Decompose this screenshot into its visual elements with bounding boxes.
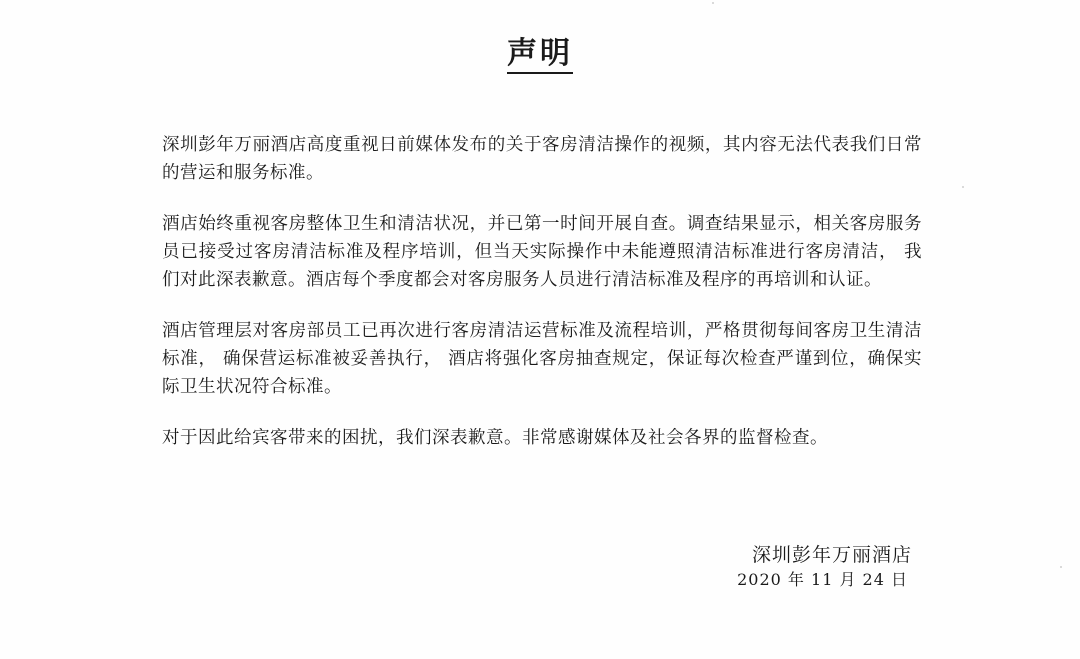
document-title bbox=[0, 36, 1080, 74]
signature-date: 2020 年 11 月 24 日 bbox=[737, 570, 908, 589]
signature-name: 深圳彭年万丽酒店 bbox=[751, 544, 912, 566]
paragraph-4: 对于因此给宾客带来的困扰，我们深表歉意。非常感谢媒体及社会各界的监督检查。 bbox=[162, 428, 828, 448]
scan-speck bbox=[712, 2, 714, 4]
scan-speck bbox=[962, 186, 964, 188]
paragraph-1: 深圳彭年万丽酒店高度重视日前媒体发布的关于客房清洁操作的视频，其内容无法代表我们日常的营运和服务标准。 bbox=[162, 135, 922, 183]
paragraph-3: 酒店管理层对客房部员工已再次进行客房清洁运营标准及流程培训，严格贯彻每间客房卫生清洁标准， 确保营运标准被妥善执行， 酒店将强化客房抽查规定，保证每次检查严谨到位，确保实际卫生状况符合标准。 bbox=[162, 321, 922, 397]
paragraph-2: 酒店始终重视客房整体卫生和清洁状况，并已第一时间开展自查。调查结果显示，相关客房服务员已接受过客房清洁标准及程序培训，但当天实际操作中未能遵照清洁标准进行客房清洁， 我们对此深表歉意。酒店每个季度都会对客房服务人员进行清洁标准及程序的再培训和认证。 bbox=[162, 214, 922, 290]
scan-speck bbox=[1060, 566, 1062, 568]
title-text: 声明 bbox=[507, 37, 573, 74]
statement-body bbox=[162, 131, 922, 475]
